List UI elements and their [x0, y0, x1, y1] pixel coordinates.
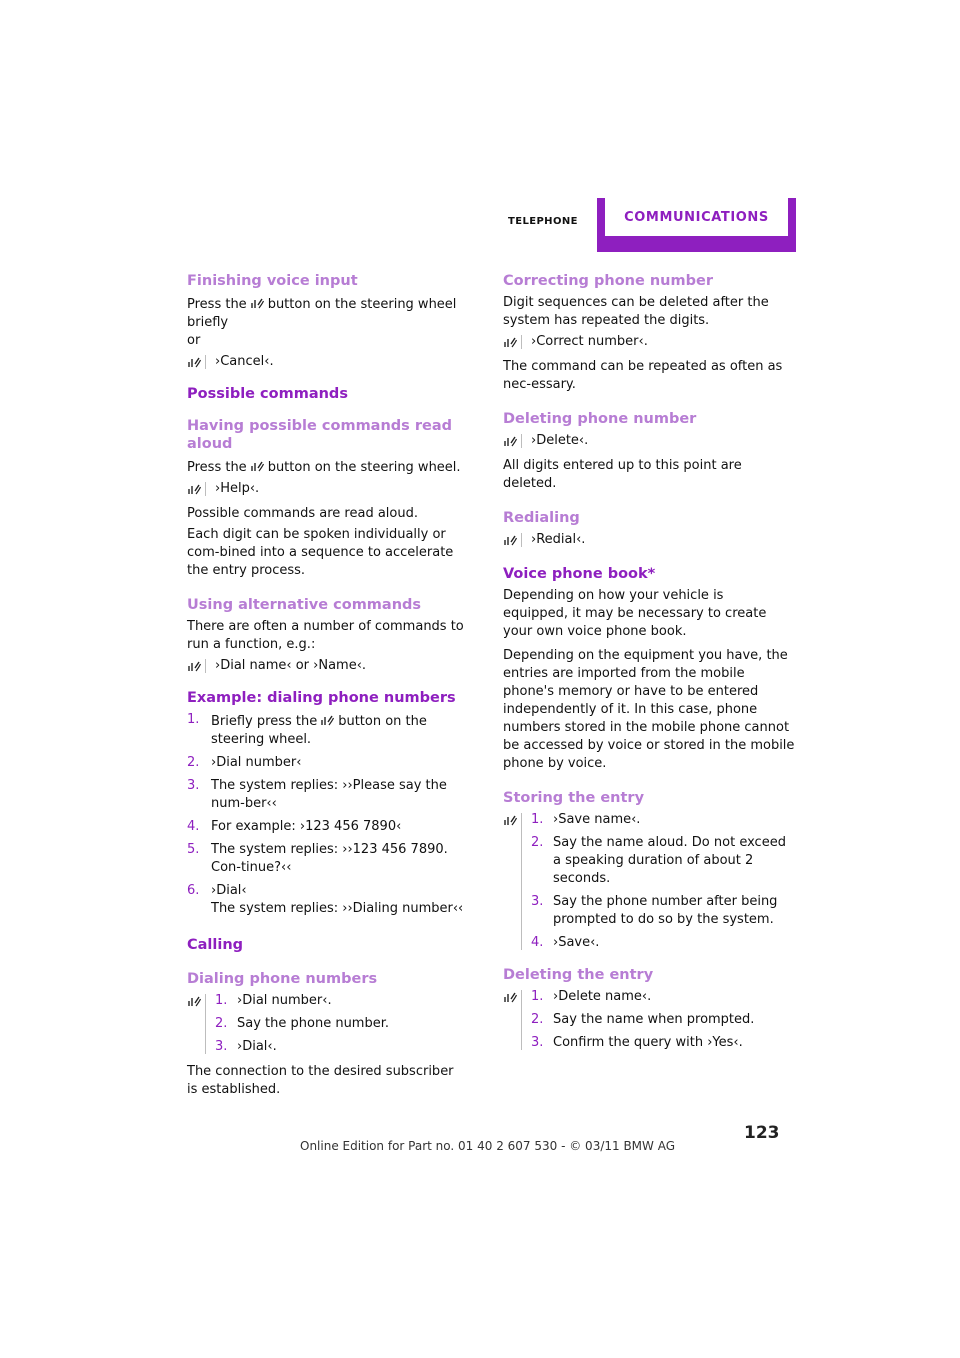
example-steps — [187, 711, 479, 918]
voice-command-icon — [187, 355, 201, 369]
step-number: 5. — [187, 842, 200, 857]
step-number: 1. — [531, 989, 544, 1004]
paragraph: The command can be repeated as often as nec-essary. — [503, 359, 783, 392]
voice-command-block — [503, 988, 795, 1052]
voice-command-icon — [320, 713, 334, 727]
voice-command-text: ›Help‹. — [215, 481, 260, 496]
text: ›Dial number‹. — [237, 993, 332, 1008]
paragraph: The connection to the desired subscriber is established. — [187, 1064, 454, 1097]
list-item — [187, 882, 479, 918]
list-item — [531, 1011, 795, 1029]
heading-deleting-entry: Deleting the entry — [503, 967, 654, 983]
list-item — [187, 754, 479, 772]
list-item — [187, 818, 479, 836]
step-number: 3. — [531, 1035, 544, 1050]
list-item — [187, 841, 463, 877]
text: button on the steering wheel. — [211, 714, 427, 747]
divider — [521, 533, 522, 547]
text: Say the name when prompted. — [553, 1012, 755, 1027]
text: Say the phone number after being prompted to do so by the system. — [553, 894, 778, 927]
heading-possible-commands: Possible commands — [187, 386, 348, 402]
voice-command-icon — [187, 482, 201, 496]
step-number: 1. — [531, 812, 544, 827]
paragraph: Each digit can be spoken individually or com-bined into a sequence to accelerate the entry process. — [187, 527, 454, 578]
voice-command-block — [503, 531, 795, 549]
text: button on the steering wheel — [267, 297, 457, 312]
left-column — [187, 272, 479, 1102]
heading-voice-phone-book: Voice phone book* — [503, 566, 656, 582]
voice-command-text: ›Dial name‹ or ›Name‹. — [215, 658, 367, 673]
list-item — [531, 811, 795, 829]
text: Confirm the query with ›Yes‹. — [553, 1035, 743, 1050]
divider — [521, 335, 522, 349]
step-number: 2. — [187, 755, 200, 770]
voice-command-icon — [250, 296, 264, 310]
paragraph: Possible commands are read aloud. — [187, 506, 418, 521]
divider — [521, 990, 522, 1050]
text: Press the — [187, 297, 247, 312]
list-item — [531, 893, 795, 929]
paragraph: All digits entered up to this point are deleted. — [503, 458, 742, 491]
list-item — [215, 1038, 479, 1056]
text: ›Save name‹. — [553, 812, 641, 827]
heading-redialing: Redialing — [503, 510, 580, 526]
voice-command-text: ›Correct number‹. — [531, 334, 648, 349]
voice-command-block — [187, 353, 479, 371]
paragraph: Depending on how your vehicle is equipped, it may be necessary to create your own voice phone book. — [503, 588, 767, 639]
list-item — [531, 934, 795, 952]
text: briefly — [187, 315, 229, 330]
list-item — [531, 988, 795, 1006]
edition-footer: Online Edition for Part no. 01 40 2 607 530 - © 03/11 BMW AG — [300, 1139, 676, 1153]
text: The system replies: ››Dialing number‹‹ — [211, 901, 464, 916]
step-number: 4. — [187, 819, 200, 834]
step-number: 2. — [531, 835, 544, 850]
page-number: 123 — [744, 1123, 780, 1143]
text: ›Dial‹ — [211, 883, 247, 898]
text: ›Save‹. — [553, 935, 600, 950]
heading-read-aloud: Having possible commands read aloud — [187, 418, 452, 452]
voice-command-block — [187, 480, 479, 498]
text: The system replies: ››Please say the num-ber‹‹ — [211, 778, 447, 811]
text: ›Delete name‹. — [553, 989, 652, 1004]
voice-command-icon — [187, 994, 201, 1008]
divider — [205, 994, 206, 1054]
heading-deleting-number: Deleting phone number — [503, 411, 697, 427]
paragraph: Depending on the equipment you have, the entries are imported from the mobile phone's memory or have to be entered independently of it. In this case, phone numbers stored in the mobile phone cannot be accessed by voice or stored in the mobile phone by voice. — [503, 648, 795, 771]
chapter-tab-label: COMMUNICATIONS — [605, 198, 788, 236]
section-title: TELEPHONE — [508, 216, 578, 227]
heading-finishing-voice-input: Finishing voice input — [187, 273, 358, 289]
text: Say the phone number. — [237, 1016, 390, 1031]
step-number: 3. — [531, 894, 544, 909]
heading-storing-entry: Storing the entry — [503, 790, 645, 806]
step-number: 3. — [215, 1039, 228, 1054]
divider — [205, 659, 206, 673]
heading-alternative-commands: Using alternative commands — [187, 597, 422, 613]
voice-command-block — [503, 811, 795, 952]
text: ›Dial number‹ — [211, 755, 302, 770]
paragraph — [187, 457, 479, 477]
text: For example: ›123 456 7890‹ — [211, 819, 402, 834]
list-item — [187, 777, 461, 813]
text: ›Dial‹. — [237, 1039, 277, 1054]
step-number: 2. — [215, 1016, 228, 1031]
list-item — [531, 834, 795, 888]
heading-dialing-numbers: Dialing phone numbers — [187, 971, 378, 987]
step-number: 2. — [531, 1012, 544, 1027]
heading-example-dialing: Example: dialing phone numbers — [187, 690, 456, 706]
voice-command-icon — [187, 659, 201, 673]
step-number: 3. — [187, 778, 200, 793]
voice-command-block — [503, 333, 795, 351]
voice-command-icon — [503, 434, 517, 448]
paragraph: There are often a number of commands to run a function, e.g.: — [187, 619, 464, 652]
right-column — [503, 272, 795, 1059]
paragraph: Digit sequences can be deleted after the system has repeated the digits. — [503, 295, 769, 328]
step-number: 1. — [187, 712, 200, 727]
chapter-tab — [597, 198, 796, 252]
voice-command-block — [187, 657, 479, 675]
step-number: 4. — [531, 935, 544, 950]
text: Press the — [187, 460, 247, 475]
step-number: 1. — [215, 993, 228, 1008]
list-item — [215, 992, 479, 1010]
divider — [205, 482, 206, 496]
step-number: 6. — [187, 883, 200, 898]
voice-command-icon — [503, 335, 517, 349]
heading-correcting-number: Correcting phone number — [503, 273, 713, 289]
divider — [521, 434, 522, 448]
text: Briefly press the — [211, 714, 318, 729]
voice-command-block — [187, 992, 479, 1056]
list-item — [187, 711, 479, 749]
voice-command-text: ›Delete‹. — [531, 433, 589, 448]
divider — [521, 813, 522, 950]
text: Say the name aloud. Do not exceed a speaking duration of about 2 seconds. — [553, 835, 786, 886]
voice-command-icon — [503, 813, 517, 827]
paragraph — [187, 294, 479, 350]
voice-command-icon — [250, 459, 264, 473]
voice-command-block — [503, 432, 795, 450]
text: button on the steering wheel. — [267, 460, 461, 475]
voice-command-text: ›Cancel‹. — [215, 354, 274, 369]
text: or — [187, 333, 201, 348]
heading-calling: Calling — [187, 937, 244, 953]
divider — [205, 355, 206, 369]
voice-command-icon — [503, 990, 517, 1004]
voice-command-icon — [503, 533, 517, 547]
list-item — [215, 1015, 479, 1033]
text: The system replies: ››123 456 7890. Con-tinue?‹‹ — [211, 842, 448, 875]
voice-command-text: ›Redial‹. — [531, 532, 586, 547]
list-item — [531, 1034, 795, 1052]
